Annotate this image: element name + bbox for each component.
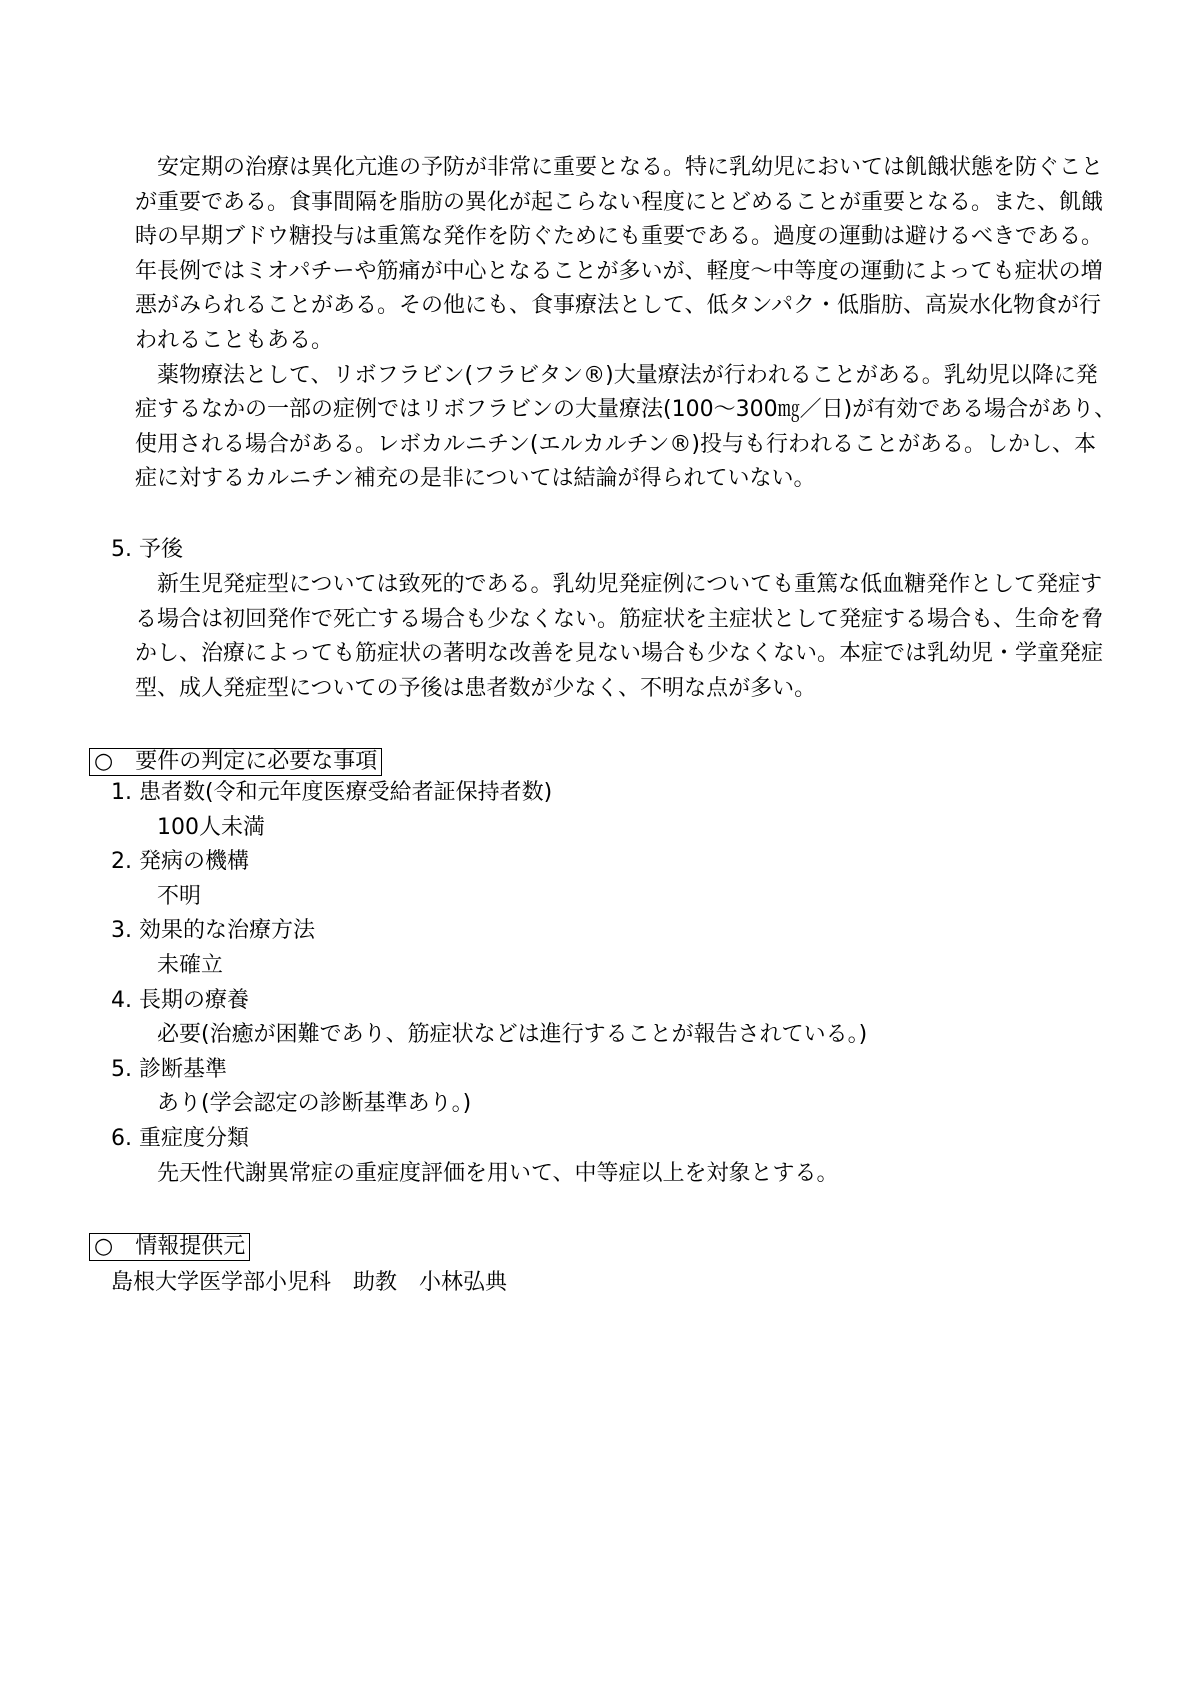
- requirement-item-value: 先天性代謝異常症の重症度評価を用いて、中等症以上を対象とする。: [157, 1160, 839, 1186]
- prognosis-paragraph-line: る場合は初回発作で死亡する場合も少なくない。筋症状を主症状として発症する場合も、生命を脅: [135, 606, 1104, 632]
- treatment-paragraph-line: 使用される場合がある。レボカルニチン(エルカルチン®)投与も行われることがある。しかし、本: [135, 431, 1096, 457]
- treatment-paragraph-line: われることもある。: [135, 328, 334, 353]
- treatment-paragraph-line: が重要である。食事間隔を脂肪の異化が起こらない程度にとどめることが重要となる。また、飢餓: [135, 189, 1104, 215]
- requirement-item-label: 4. 長期の療養: [111, 987, 249, 1013]
- treatment-paragraph-line: 薬物療法として、リボフラビン(フラビタン®)大量療法が行われることがある。乳幼児以降に発: [157, 362, 1098, 388]
- prognosis-paragraph-line: 新生児発症型については致死的である。乳幼児発症例についても重篤な低血糖発作として発症す: [157, 572, 1103, 597]
- prognosis-paragraph-line: かし、治療によっても筋症状の著明な改善を見ない場合も少なくない。本症では乳幼児・学童発症: [135, 641, 1104, 667]
- requirement-item-value: あり(学会認定の診断基準あり。): [157, 1091, 472, 1117]
- requirement-item-value: 不明: [157, 883, 202, 909]
- source-section-box-title: ○ 情報提供元: [94, 1234, 246, 1259]
- requirement-item-value: 必要(治癒が困難であり、筋症状などは進行することが報告されている。): [157, 1022, 868, 1048]
- source-section-box: [89, 1233, 250, 1261]
- treatment-paragraph-line: 症に対するカルニチン補充の是非については結論が得られていない。: [135, 466, 816, 492]
- treatment-paragraph-line: 症するなかの一部の症例ではリボフラビンの大量療法(100〜300㎎／日)が有効である場合があり、: [135, 397, 1117, 423]
- requirement-item-label: 5. 診断基準: [111, 1056, 227, 1082]
- requirement-item-label: 3. 効果的な治療方法: [111, 918, 315, 944]
- requirement-item-value: 100人未満: [157, 814, 265, 840]
- requirements-section-box-title: ○ 要件の判定に必要な事項: [94, 749, 378, 774]
- requirement-item-label: 1. 患者数(令和元年度医療受給者証保持者数): [111, 780, 553, 805]
- prognosis-paragraph-line: 型、成人発症型についての予後は患者数が少なく、不明な点が多い。: [135, 675, 817, 701]
- treatment-paragraph-line: 年長例ではミオパチーや筋痛が中心となることが多いが、軽度〜中等度の運動によっても症状の増: [135, 258, 1103, 284]
- requirements-section-box: [89, 748, 382, 776]
- treatment-paragraph-line: 時の早期ブドウ糖投与は重篤な発作を防ぐためにも重要である。過度の運動は避けるべきである。: [135, 224, 1104, 250]
- source-text: 島根大学医学部小児科 助教 小林弘典: [111, 1270, 508, 1295]
- requirement-item-label: 6. 重症度分類: [111, 1126, 249, 1151]
- treatment-paragraph-line: 安定期の治療は異化亢進の予防が非常に重要となる。特に乳幼児においては飢餓状態を防ぐこと: [157, 155, 1104, 180]
- requirement-item-value: 未確立: [157, 953, 224, 978]
- treatment-paragraph-line: 悪がみられることがある。その他にも、食事療法として、低タンパク・低脂肪、高炭水化物食が行: [135, 293, 1102, 319]
- prognosis-heading: 5. 予後: [111, 537, 183, 562]
- requirement-item-label: 2. 発病の機構: [111, 849, 249, 875]
